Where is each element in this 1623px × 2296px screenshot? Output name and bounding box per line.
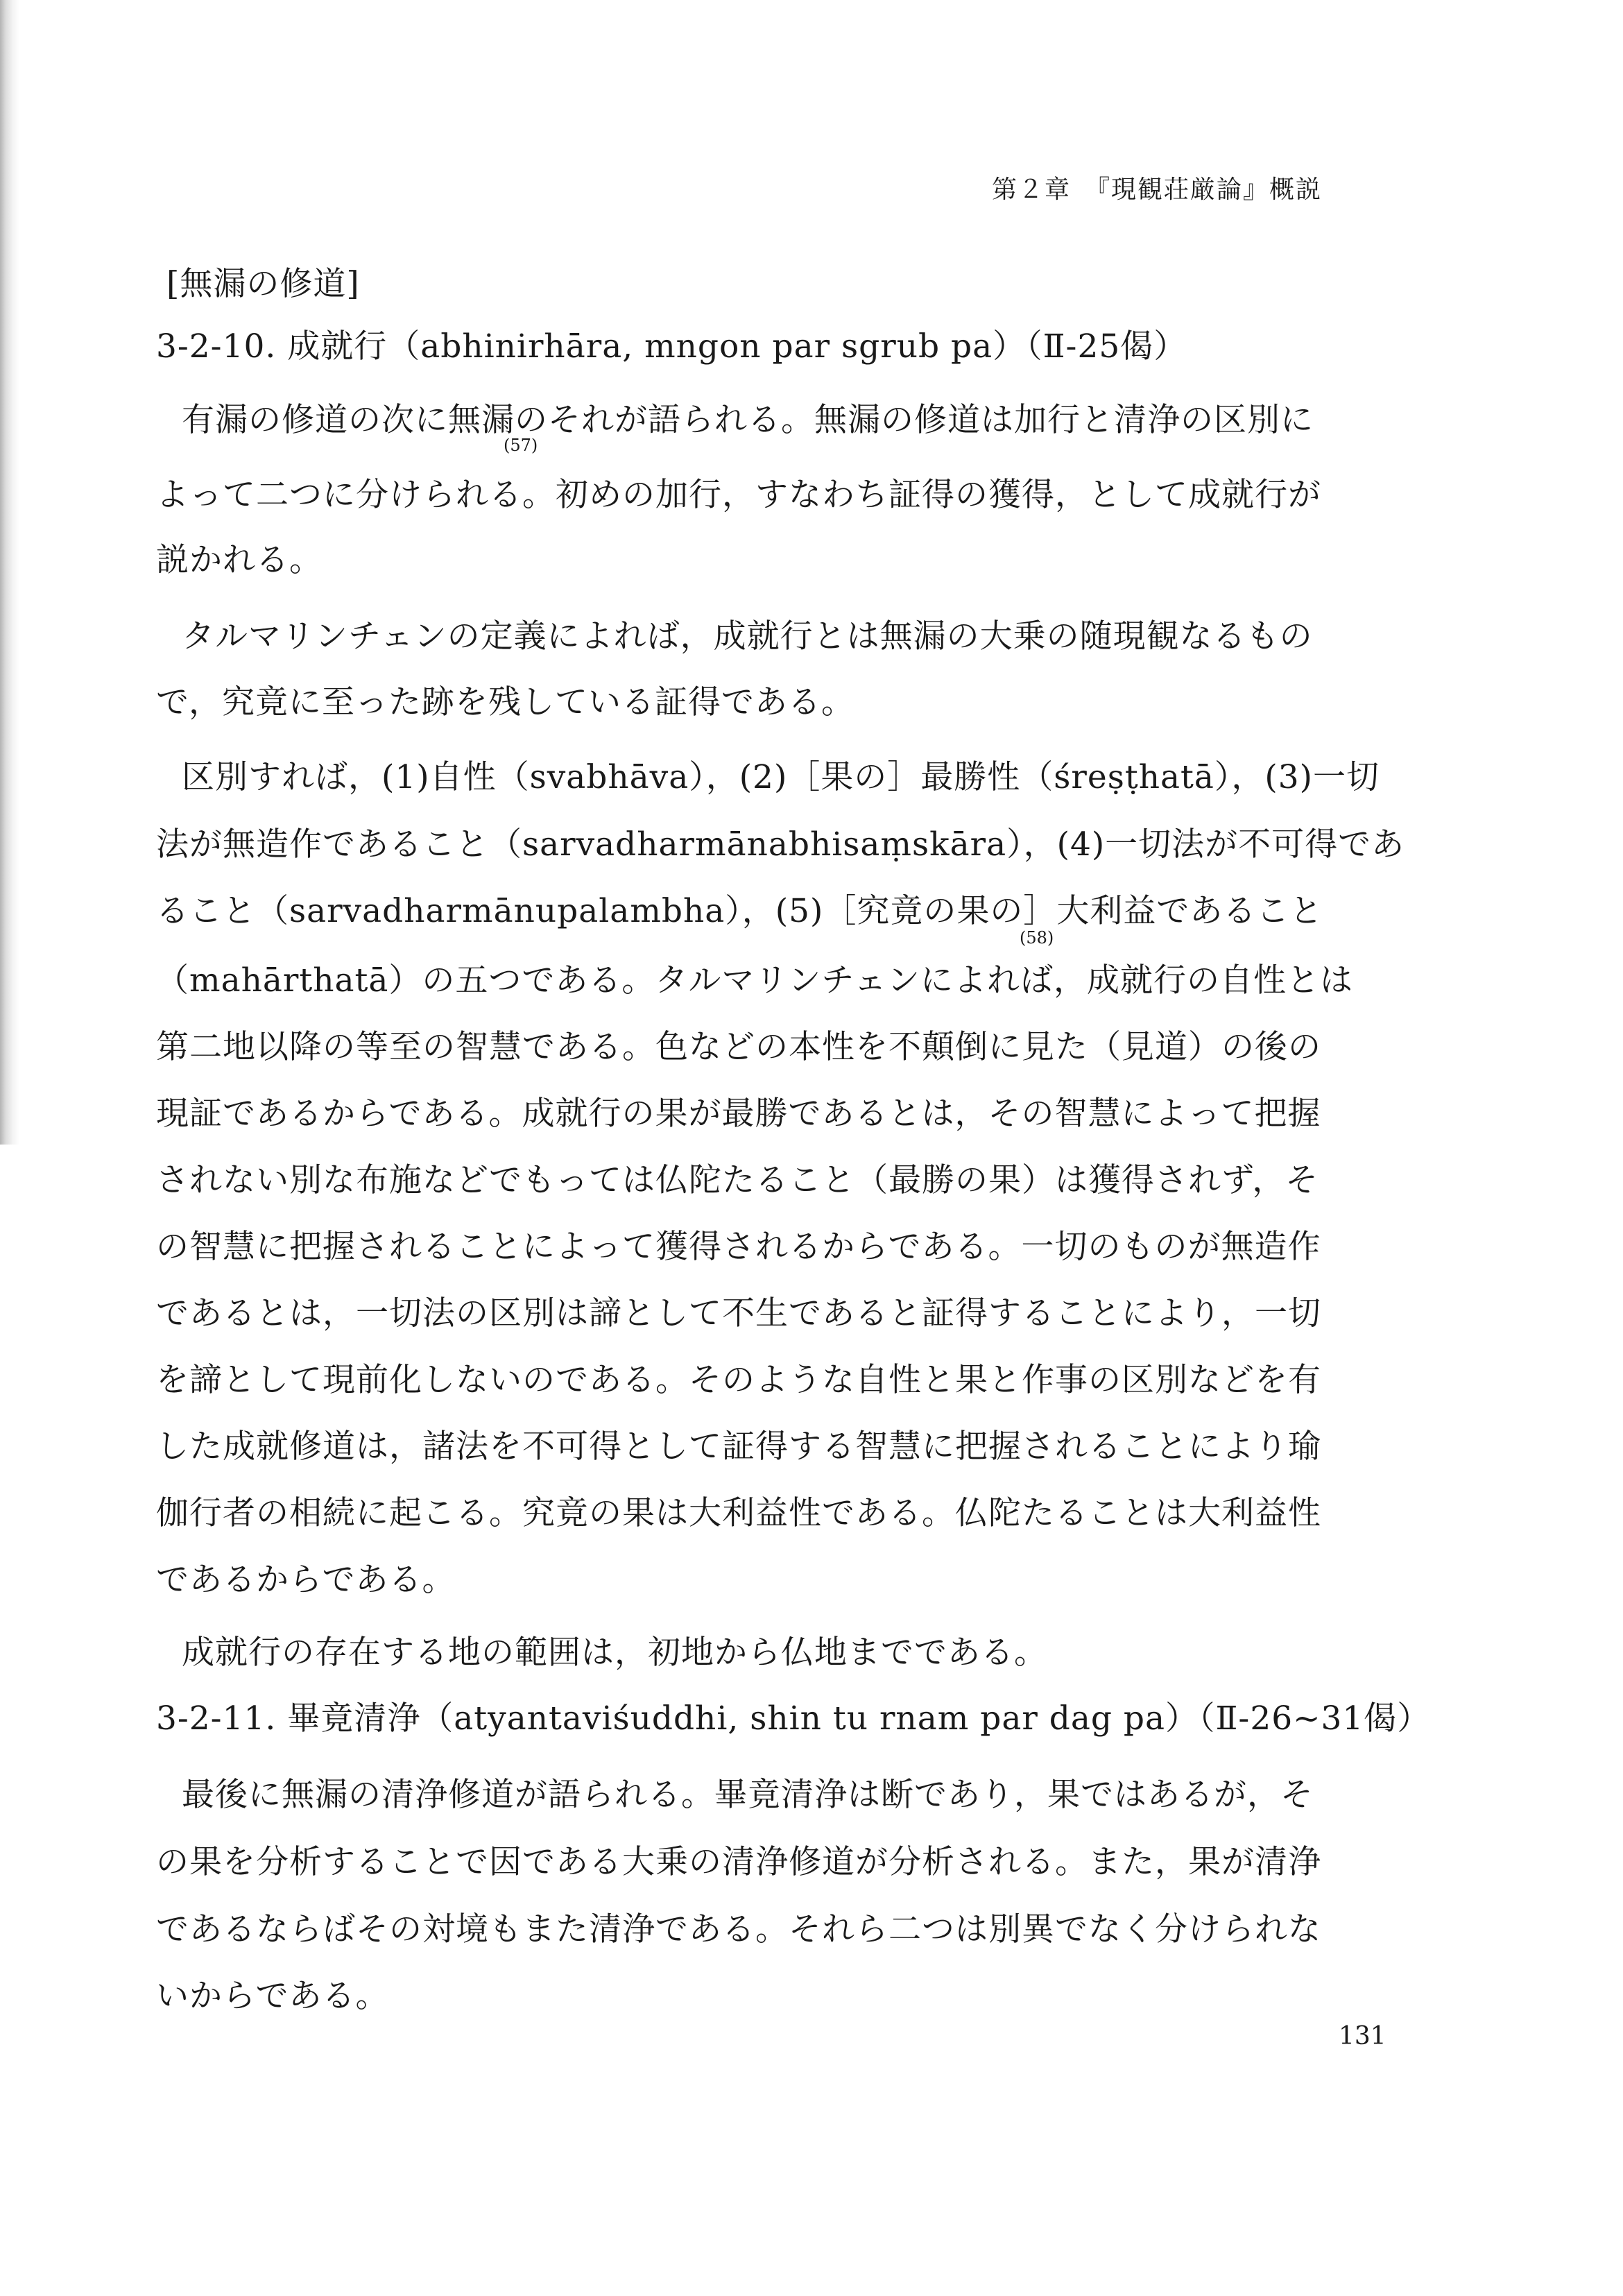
paragraph-line: 現証であるからである。成就行の果が最勝であるとは，その智慧によって把握 [156, 1095, 1321, 1133]
scan-shadow-edge [0, 0, 19, 1145]
paragraph-line: タルマリンチェンの定義によれば，成就行とは無漏の大乗の随現観なるもの [182, 617, 1313, 656]
footnote-marker-57: (57) [504, 436, 538, 455]
paragraph-line: を諦として現前化しないのである。そのような自性と果と作事の区別などを有 [156, 1361, 1321, 1399]
footnote-marker-58: (58) [1020, 928, 1054, 948]
paragraph-line: いからである。 [156, 1977, 389, 2015]
subheading-muro-shudo: [無漏の修道] [166, 265, 360, 303]
section-heading-3-2-11: 3-2-11. 畢竟清浄（atyantaviśuddhi, shin tu rnam par dag pa）（Ⅱ-26~31偈） [156, 1699, 1431, 1738]
page-number: 131 [1339, 2022, 1386, 2050]
paragraph-line: した成就修道は，諸法を不可得として証得する智慧に把握されることにより瑜 [156, 1428, 1321, 1466]
paragraph-line: 成就行の存在する地の範囲は，初地から仏地までである。 [182, 1634, 1047, 1672]
section-heading-3-2-10: 3-2-10. 成就行（abhinirhāra, mngon par sgrub pa）（Ⅱ-25偈） [156, 327, 1187, 366]
paragraph-line: の果を分析することで因である大乗の清浄修道が分析される。また，果が清浄 [156, 1843, 1321, 1881]
paragraph-line: の智慧に把握されることによって獲得されるからである。一切のものが無造作 [156, 1228, 1321, 1266]
running-header: 第２章 『現観荘厳論』概説 [992, 175, 1323, 204]
paragraph-line: よって二つに分けられる。初めの加行，すなわち証得の獲得，として成就行が [156, 476, 1321, 514]
paragraph-line: （mahārthatā）の五つである。タルマリンチェンによれば，成就行の自性とは [156, 961, 1354, 1000]
paragraph-line: で，究竟に至った跡を残している証得である。 [156, 683, 855, 721]
paragraph-line: されない別な布施などでもっては仏陀たること（最勝の果）は獲得されず，そ [156, 1161, 1319, 1199]
paragraph-line: 説かれる。 [156, 541, 323, 579]
paragraph-line: であるとは，一切法の区別は諦として不生であると証得することにより，一切 [156, 1294, 1321, 1333]
paragraph-line: 伽行者の相続に起こる。究竟の果は大利益性である。仏陀たることは大利益性 [156, 1494, 1321, 1532]
paragraph-line: ること（sarvadharmānupalambha），(5)［究竟の果の］大利益であること [156, 892, 1323, 930]
paragraph-line: であるならばその対境もまた清浄である。それら二つは別異でなく分けられな [156, 1910, 1321, 1948]
paragraph-line: 法が無造作であること（sarvadharmānabhisaṃskāra），(4)一切法が不可得であ [156, 825, 1405, 864]
paragraph-line: 有漏の修道の次に無漏のそれが語られる。無漏の修道は加行と清浄の区別に [182, 401, 1314, 439]
paragraph-line: 最後に無漏の清浄修道が語られる。畢竟清浄は断であり，果ではあるが，そ [182, 1776, 1314, 1814]
paragraph-line: であるからである。 [156, 1561, 456, 1599]
paragraph-line: 第二地以降の等至の智慧である。色などの本性を不顛倒に見た（見道）の後の [156, 1028, 1321, 1066]
paragraph-line: 区別すれば，(1)自性（svabhāva），(2)［果の］最勝性（śreṣṭhatā），(3)一切 [182, 758, 1380, 796]
